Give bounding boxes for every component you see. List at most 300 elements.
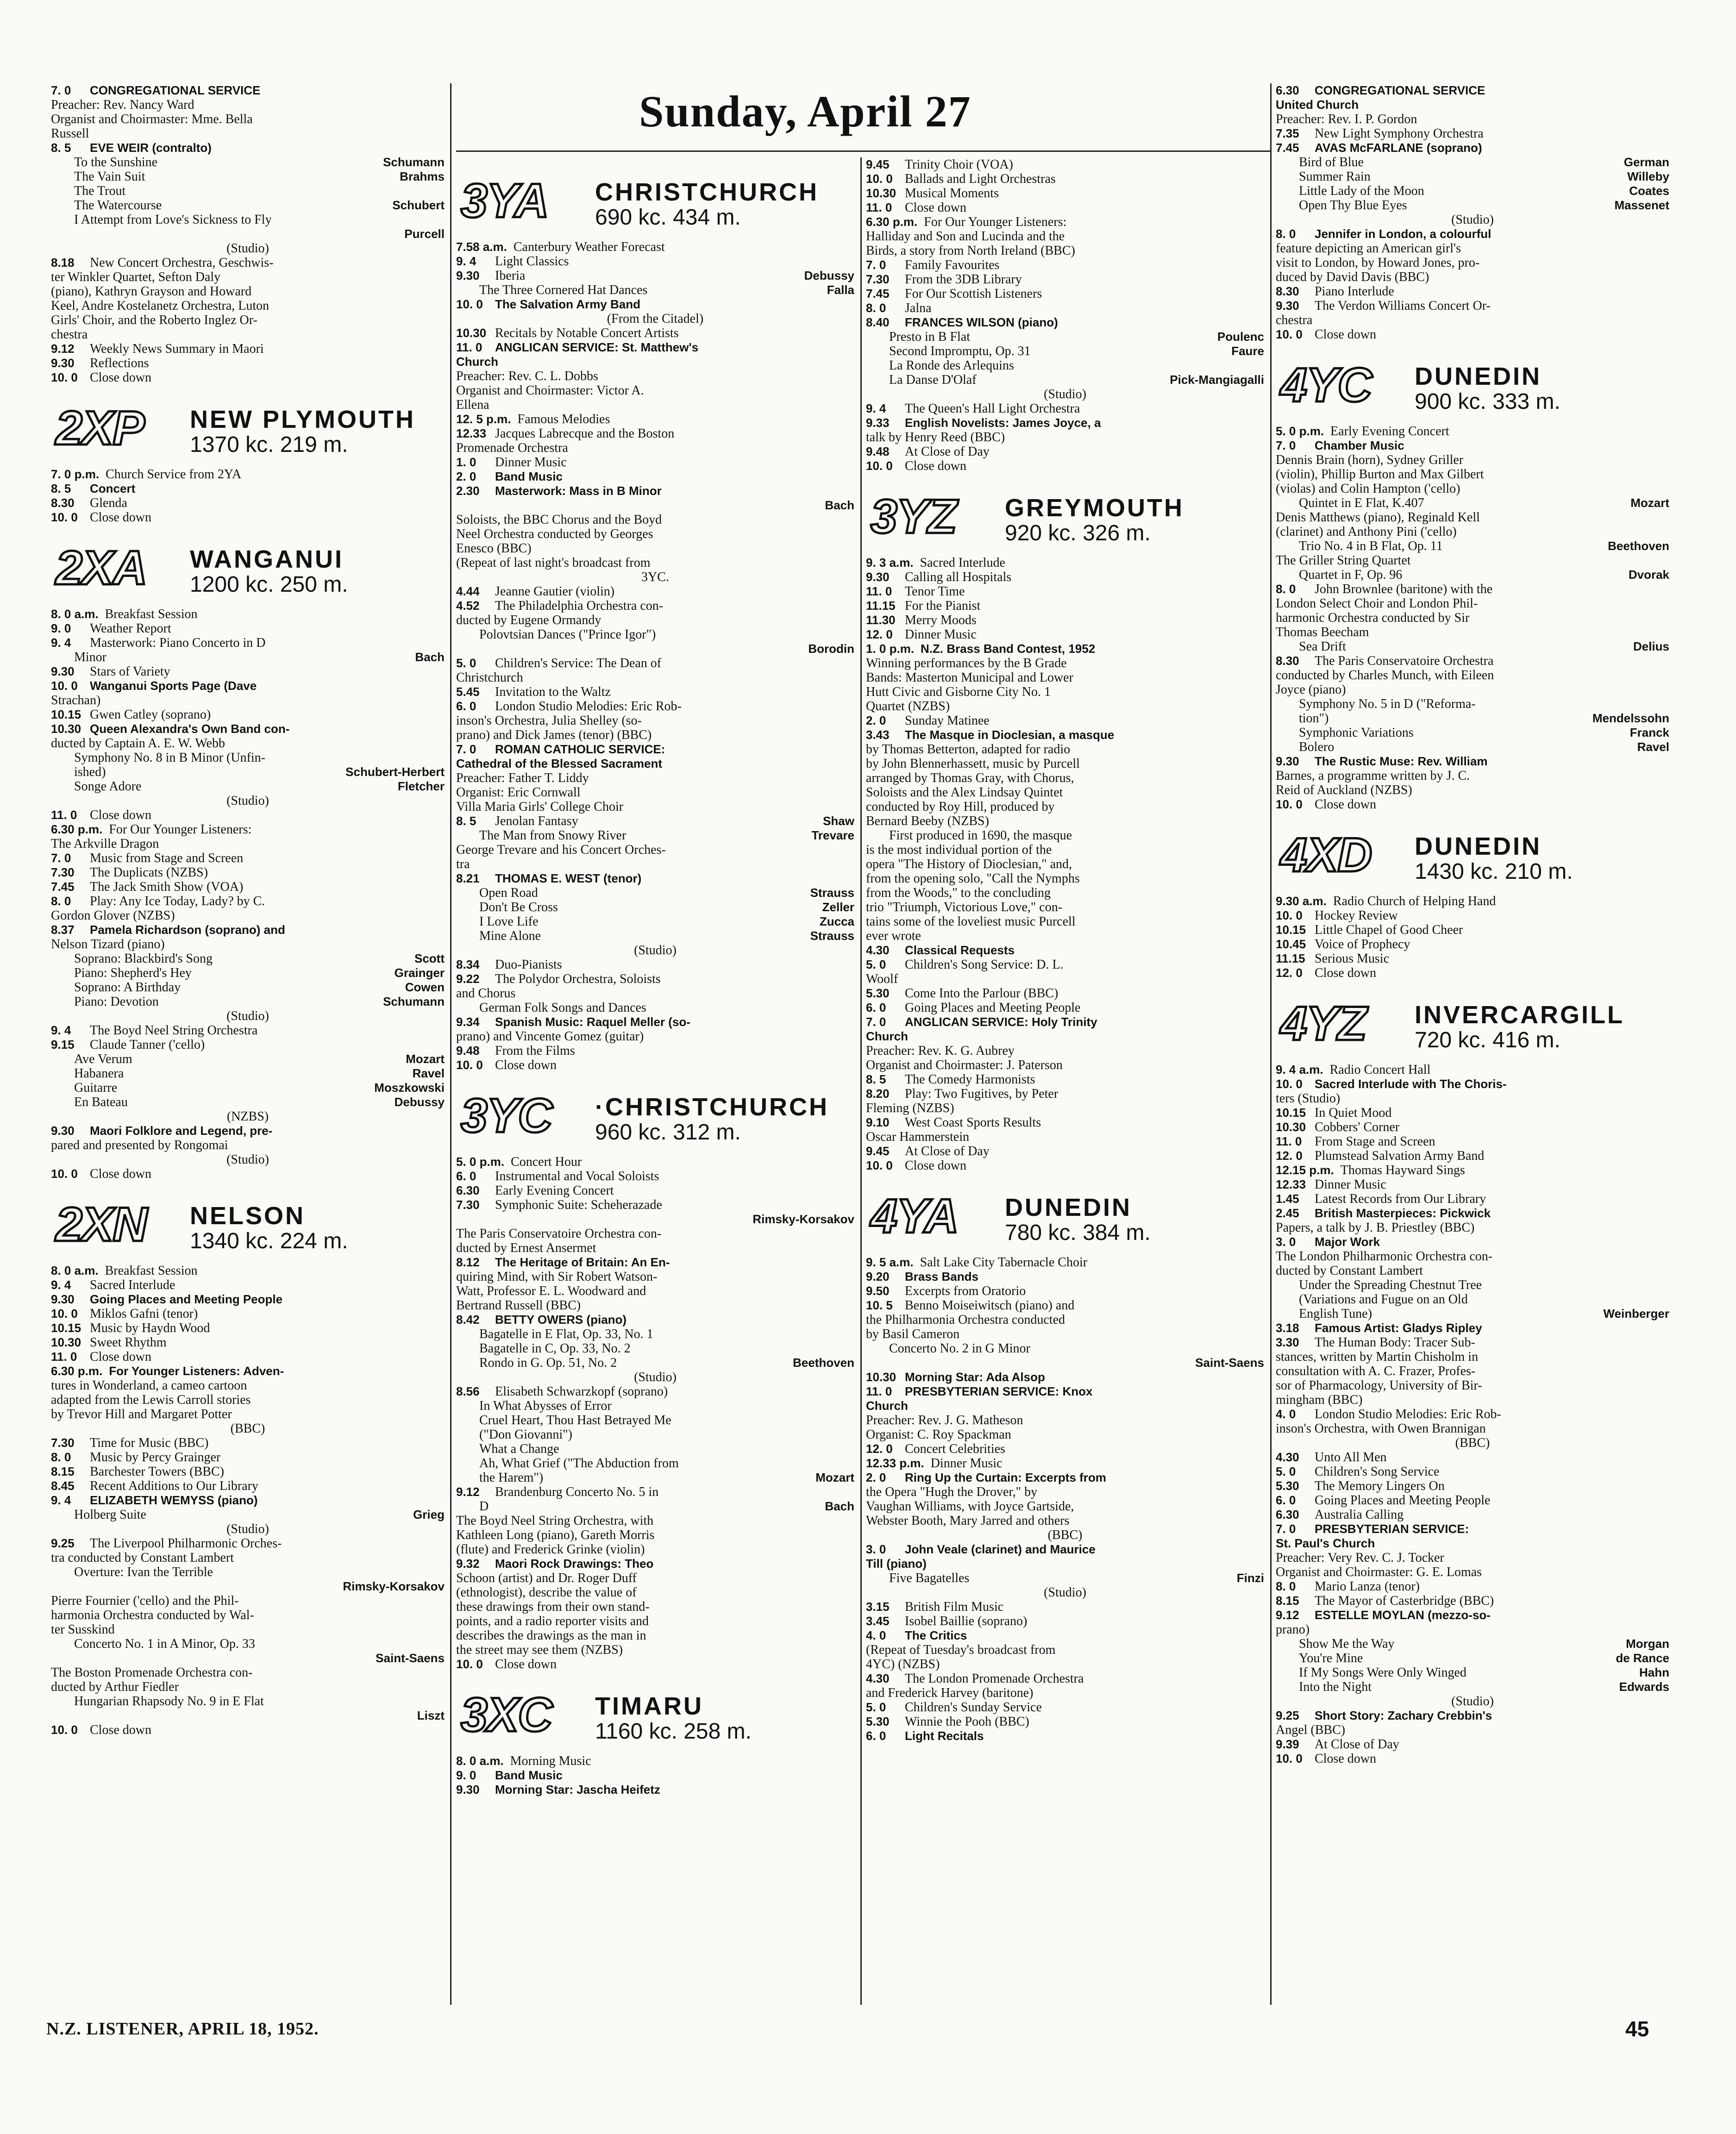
programme-line xyxy=(51,313,445,327)
programme-line xyxy=(456,1542,854,1557)
programme-line xyxy=(1276,327,1669,342)
programme-text: by John Blennerhassett, music by Purcell xyxy=(866,757,1080,771)
programme-time: 8. 0 xyxy=(1276,1579,1296,1593)
programme-text: Rondo in G. Op. 51, No. 2 xyxy=(479,1356,617,1370)
composer-name: Moszkowski xyxy=(374,1081,445,1095)
programme-line xyxy=(456,843,854,857)
page-title: Sunday, April 27 xyxy=(639,87,971,136)
programme-time: 9.30 xyxy=(51,664,75,678)
programme-line xyxy=(866,1600,1264,1614)
programme-time: 7. 0 xyxy=(1276,1522,1296,1536)
composer-name: Beethoven xyxy=(793,1356,854,1370)
programme-line xyxy=(1276,639,1669,654)
programme-line xyxy=(866,1130,1264,1144)
programme-time: 10.15 xyxy=(51,707,81,721)
programme-time: 9.30 xyxy=(1276,754,1299,768)
programme-line xyxy=(866,1456,1264,1471)
composer-name: Rimsky-Korsakov xyxy=(343,1579,445,1593)
programme-text: prano) and Vincente Gomez (guitar) xyxy=(456,1029,644,1044)
programme-text: Famous Melodies xyxy=(517,412,610,426)
programme-line xyxy=(51,356,445,370)
programme-text: (Studio) xyxy=(226,241,269,256)
programme-text: Queen Alexandra's Own Band con- xyxy=(90,722,290,736)
programme-text: ter Susskind xyxy=(51,1622,115,1637)
programme-text: is the most individual portion of the xyxy=(866,843,1052,857)
station-callsign-logo: 2XN xyxy=(56,1198,147,1252)
programme-text: Dinner Music xyxy=(495,455,567,469)
programme-text: The Mayor of Casterbridge (BBC) xyxy=(1315,1594,1494,1608)
programme-line xyxy=(1276,1106,1669,1120)
programme-time: 10.30 xyxy=(456,326,487,340)
programme-time: 10. 0 xyxy=(51,510,78,524)
programme-text: What a Change xyxy=(479,1442,559,1456)
programme-time: 12. 0 xyxy=(866,627,893,641)
programme-line xyxy=(51,1651,445,1665)
programme-line xyxy=(456,498,854,513)
programme-text: inson's Orchestra, with Owen Brannigan xyxy=(1276,1421,1486,1436)
programme-text: Cobbers' Corner xyxy=(1315,1120,1400,1134)
programme-text: Jennifer in London, a colourful xyxy=(1315,227,1492,241)
programme-text: Children's Song Service: D. L. xyxy=(905,957,1064,972)
station-callsign-logo: 2XP xyxy=(56,401,144,455)
programme-text: Musical Moments xyxy=(905,186,999,200)
programme-text: Cruel Heart, Thou Hast Betrayed Me xyxy=(479,1413,671,1427)
column-2 xyxy=(456,157,854,1797)
composer-name: Liszt xyxy=(417,1708,445,1722)
programme-line xyxy=(51,126,445,141)
composer-name: Zucca xyxy=(819,914,854,928)
programme-line xyxy=(1276,1264,1669,1278)
programme-line xyxy=(866,785,1264,800)
composer-name: Borodin xyxy=(808,642,854,656)
programme-line xyxy=(1276,198,1669,213)
programme-text: Quartet in F, Op. 96 xyxy=(1299,568,1403,582)
programme-line xyxy=(866,387,1264,401)
programme-text: Preacher: Rev. J. G. Matheson xyxy=(866,1413,1023,1427)
programme-text: The Salvation Army Band xyxy=(495,297,640,311)
programme-line xyxy=(51,1278,445,1292)
composer-name: Schubert xyxy=(392,198,445,212)
programme-text: From the Films xyxy=(495,1044,575,1058)
programme-text: Sacred Interlude xyxy=(920,556,1005,570)
programme-time: 9.10 xyxy=(866,1115,890,1129)
programme-time: 7. 0 xyxy=(866,1015,886,1029)
programme-time: 10.15 xyxy=(51,1321,81,1335)
programme-time: 2.30 xyxy=(456,484,480,498)
programme-text: stances, written by Martin Chisholm in xyxy=(1276,1350,1479,1364)
programme-text: Plumstead Salvation Army Band xyxy=(1315,1149,1485,1163)
programme-text: Piano Interlude xyxy=(1315,284,1394,299)
composer-name: Strauss xyxy=(810,929,854,943)
programme-line xyxy=(456,254,854,269)
programme-line xyxy=(866,1657,1264,1671)
programme-text: chestra xyxy=(51,327,88,342)
programme-text: Major Work xyxy=(1315,1235,1380,1249)
programme-line xyxy=(51,837,445,851)
programme-line xyxy=(51,482,445,496)
programme-text: Bird of Blue xyxy=(1299,155,1364,169)
programme-time: 9.15 xyxy=(51,1038,75,1051)
programme-line xyxy=(1276,1651,1669,1665)
programme-line xyxy=(866,430,1264,444)
programme-line xyxy=(866,272,1264,287)
programme-text: I Love Life xyxy=(479,914,539,929)
programme-text: 4YC) (NZBS) xyxy=(866,1657,940,1671)
programme-line xyxy=(866,444,1264,459)
programme-time: 9.30 xyxy=(456,1783,480,1796)
programme-line xyxy=(51,865,445,880)
programme-line xyxy=(456,283,854,297)
programme-time: 11. 0 xyxy=(51,808,77,822)
composer-name: Ravel xyxy=(1637,740,1669,754)
programme-text: ESTELLE MOYLAN (mezzo-so- xyxy=(1315,1608,1491,1622)
programme-text: Weather Report xyxy=(90,621,171,636)
programme-line xyxy=(456,240,854,254)
programme-time: 3.18 xyxy=(1276,1321,1299,1335)
programme-text: Preacher: Father T. Liddy xyxy=(456,771,589,785)
programme-line xyxy=(1276,256,1669,270)
programme-text: tion") xyxy=(1299,711,1329,726)
programme-line xyxy=(456,1298,854,1313)
programme-time: 8. 0 xyxy=(1276,227,1296,241)
station-callsign-logo: 4XD xyxy=(1280,828,1372,882)
programme-time: 9. 4 a.m. xyxy=(1276,1063,1323,1076)
programme-time: 3. 0 xyxy=(866,1542,886,1556)
programme-text: Neel Orchestra conducted by Georges xyxy=(456,527,653,541)
programme-time: 10. 0 xyxy=(456,297,483,311)
programme-text: At Close of Day xyxy=(905,1144,990,1158)
programme-text: EVE WEIR (contralto) xyxy=(90,141,212,155)
programme-time: 7. 0 xyxy=(1276,438,1296,452)
programme-line xyxy=(1276,1637,1669,1651)
programme-time: 12. 0 xyxy=(1276,966,1303,980)
programme-time: 6.30 p.m. xyxy=(51,1364,103,1378)
programme-line xyxy=(51,822,445,837)
programme-text: and Chorus xyxy=(456,986,516,1001)
programme-text: First produced in 1690, the masque xyxy=(889,828,1072,843)
programme-time: 9.39 xyxy=(1276,1737,1299,1751)
programme-line xyxy=(456,1029,854,1044)
programme-line xyxy=(51,880,445,894)
programme-line xyxy=(866,1327,1264,1341)
programme-text: harmonia Orchestra conducted by Wal- xyxy=(51,1608,254,1622)
composer-name: Mendelssohn xyxy=(1592,711,1669,725)
programme-time: 8. 0 xyxy=(51,1450,71,1464)
programme-text: THOMAS E. WEST (tenor) xyxy=(495,871,642,885)
programme-line xyxy=(866,642,1264,656)
programme-line xyxy=(1276,1149,1669,1163)
programme-line xyxy=(866,670,1264,685)
programme-text: Strachan) xyxy=(51,693,101,707)
programme-text: (NZBS) xyxy=(226,1109,269,1124)
programme-line xyxy=(51,951,445,966)
programme-time: 11. 0 xyxy=(456,340,483,354)
station-header xyxy=(51,543,445,598)
programme-line xyxy=(1276,1378,1669,1393)
programme-line xyxy=(1276,611,1669,625)
programme-text: Close down xyxy=(90,510,151,525)
programme-line xyxy=(456,1044,854,1058)
programme-text: New Light Symphony Orchestra xyxy=(1315,126,1484,141)
programme-line xyxy=(456,1427,854,1442)
programme-time: 9. 4 xyxy=(866,401,886,415)
column-1 xyxy=(51,83,445,1737)
programme-line xyxy=(51,636,445,650)
programme-time: 1. 0 xyxy=(456,455,476,469)
programme-line xyxy=(456,1341,854,1356)
programme-time: 7.45 xyxy=(1276,141,1299,155)
programme-text: AVAS McFARLANE (soprano) xyxy=(1315,141,1482,155)
programme-text: Salt Lake City Tabernacle Choir xyxy=(920,1255,1088,1270)
programme-line xyxy=(1276,1120,1669,1134)
programme-text: Enesco (BBC) xyxy=(456,541,532,556)
programme-line xyxy=(456,1183,854,1198)
programme-time: 9. 4 xyxy=(51,1493,71,1507)
programme-text: Overture: Ivan the Terrible xyxy=(74,1565,213,1579)
programme-text: Holberg Suite xyxy=(74,1508,146,1522)
programme-text: (Studio) xyxy=(226,794,269,808)
programme-time: 8.42 xyxy=(456,1313,480,1327)
programme-time: 7.30 xyxy=(51,1436,75,1450)
programme-line xyxy=(456,1442,854,1456)
programme-text: Pierre Fournier ('cello) and the Phil- xyxy=(51,1594,239,1608)
programme-line xyxy=(51,751,445,765)
programme-line xyxy=(866,1370,1264,1384)
programme-line xyxy=(866,1399,1264,1413)
programme-line xyxy=(866,373,1264,387)
programme-line xyxy=(866,416,1264,430)
programme-text: Claude Tanner ('cello) xyxy=(90,1038,205,1052)
programme-line xyxy=(1276,112,1669,126)
composer-name: Massenet xyxy=(1614,198,1669,212)
programme-line xyxy=(51,995,445,1009)
programme-time: 8.34 xyxy=(456,957,480,971)
programme-line xyxy=(51,1292,445,1307)
programme-line xyxy=(866,1072,1264,1087)
programme-line xyxy=(51,1335,445,1350)
programme-time: 11. 0 xyxy=(51,1350,77,1364)
composer-name: Falla xyxy=(827,283,854,297)
programme-line xyxy=(51,779,445,794)
programme-text: Symphony No. 8 in B Minor (Unfin- xyxy=(74,751,265,765)
composer-name: German xyxy=(1623,155,1669,169)
composer-name: Edwards xyxy=(1619,1680,1669,1694)
programme-text: (BBC) xyxy=(1455,1436,1490,1450)
programme-time: 8.37 xyxy=(51,923,75,937)
programme-time: 6. 0 xyxy=(456,1169,476,1183)
programme-text: Close down xyxy=(90,808,151,822)
programme-text: Close down xyxy=(905,1158,966,1173)
programme-time: 9.30 a.m. xyxy=(1276,894,1327,908)
programme-time: 9.12 xyxy=(456,1485,480,1499)
programme-text: Ellena xyxy=(456,398,489,412)
programme-line xyxy=(866,1686,1264,1700)
programme-time: 9. 4 xyxy=(51,1023,71,1037)
programme-line xyxy=(1276,510,1669,525)
programme-line xyxy=(51,198,445,213)
programme-text: Watt, Professor E. L. Woodward and xyxy=(456,1284,646,1298)
programme-time: 5.30 xyxy=(866,1715,890,1728)
programme-time: 8. 0 a.m. xyxy=(51,607,99,621)
programme-text: ducted by Ernest Ansermet xyxy=(456,1241,596,1255)
station-callsign-logo: 4YA xyxy=(871,1189,958,1243)
programme-text: Promenade Orchestra xyxy=(456,441,568,455)
programme-text: Five Bagatelles xyxy=(889,1571,970,1585)
programme-line xyxy=(51,923,445,937)
programme-text: Music by Percy Grainger xyxy=(90,1450,221,1464)
programme-line xyxy=(866,972,1264,986)
programme-text: Cathedral of the Blessed Sacrament xyxy=(456,757,663,770)
programme-line xyxy=(1276,682,1669,697)
programme-line xyxy=(51,1622,445,1637)
programme-line xyxy=(51,1109,445,1124)
programme-line xyxy=(1276,482,1669,496)
programme-line xyxy=(51,241,445,256)
programme-text: Radio Concert Hall xyxy=(1329,1063,1431,1077)
programme-text: Close down xyxy=(90,1350,151,1364)
programme-time: 10. 0 xyxy=(1276,1077,1303,1091)
programme-line xyxy=(1276,1493,1669,1508)
programme-line xyxy=(866,315,1264,330)
programme-line xyxy=(51,980,445,995)
programme-text: Preacher: Very Rev. C. J. Tocker xyxy=(1276,1551,1444,1565)
programme-line xyxy=(866,1284,1264,1298)
programme-text: Family Favourites xyxy=(905,258,1000,272)
programme-text: Soprano: Blackbird's Song xyxy=(74,951,213,966)
station-header xyxy=(456,1690,854,1745)
programme-text: Denis Matthews (piano), Reginald Kell xyxy=(1276,510,1480,525)
programme-text: 3YC. xyxy=(641,570,669,584)
programme-line xyxy=(456,914,854,929)
programme-line xyxy=(1276,1177,1669,1192)
programme-line xyxy=(456,1456,854,1471)
programme-line xyxy=(456,1255,854,1270)
programme-text: Keel, Andre Kostelanetz Orchestra, Luton xyxy=(51,299,269,313)
composer-name: Beethoven xyxy=(1608,539,1669,553)
programme-line xyxy=(1276,951,1669,966)
programme-text: The Three Cornered Hat Dances xyxy=(479,283,648,297)
programme-line xyxy=(456,297,854,312)
programme-line xyxy=(1276,1608,1669,1622)
programme-line xyxy=(866,986,1264,1001)
station-frequency: 900 kc. 333 m. xyxy=(1415,389,1561,414)
programme-text: (Studio) xyxy=(226,1009,269,1023)
programme-text: Morning Music xyxy=(510,1754,591,1768)
programme-line xyxy=(866,1427,1264,1442)
programme-text: Thomas Hayward Sings xyxy=(1340,1163,1465,1177)
programme-time: 5. 0 xyxy=(1276,1464,1296,1478)
programme-text: Organist and Choirmaster: G. E. Lomas xyxy=(1276,1565,1482,1579)
programme-text: At Close of Day xyxy=(1315,1737,1399,1752)
programme-time: 9.48 xyxy=(456,1044,480,1058)
programme-line xyxy=(1276,1680,1669,1694)
programme-time: 11.15 xyxy=(1276,951,1305,965)
programme-text: Benno Moiseiwitsch (piano) and xyxy=(905,1298,1075,1313)
programme-text: Light Recitals xyxy=(905,1729,984,1743)
programme-text: Close down xyxy=(1315,327,1376,342)
programme-text: Hockey Review xyxy=(1315,908,1398,923)
programme-time: 3.15 xyxy=(866,1600,890,1614)
programme-line xyxy=(51,496,445,510)
programme-time: 8. 0 a.m. xyxy=(456,1754,504,1768)
programme-line xyxy=(51,227,445,241)
programme-line xyxy=(456,1241,854,1255)
programme-line xyxy=(51,679,445,693)
programme-line xyxy=(456,742,854,757)
programme-time: 9.45 xyxy=(866,157,890,171)
programme-line xyxy=(866,358,1264,373)
programme-text: London Studio Melodies: Eric Rob- xyxy=(495,699,682,713)
programme-line xyxy=(866,570,1264,584)
programme-time: 4.30 xyxy=(866,1671,890,1685)
programme-line xyxy=(1276,568,1669,582)
programme-text: Stars of Variety xyxy=(90,664,170,679)
programme-time: 6.30 p.m. xyxy=(866,215,918,229)
programme-line xyxy=(1276,797,1669,812)
programme-line xyxy=(1276,525,1669,539)
programme-line xyxy=(51,1124,445,1138)
station-callsign-logo: 3YZ xyxy=(871,490,956,544)
programme-line xyxy=(866,1585,1264,1600)
programme-line xyxy=(456,398,854,412)
programme-time: 8.30 xyxy=(51,496,75,510)
programme-line xyxy=(866,1628,1264,1643)
programme-line xyxy=(866,656,1264,670)
programme-text: Little Chapel of Good Cheer xyxy=(1315,923,1463,937)
composer-name: Cowen xyxy=(405,980,445,994)
programme-text: pared and presented by Rongomai xyxy=(51,1138,228,1152)
programme-line xyxy=(51,169,445,184)
programme-time: 9. 0 xyxy=(456,1768,476,1782)
programme-time: 8.20 xyxy=(866,1087,890,1101)
column-rule xyxy=(860,157,862,2005)
programme-text: tures in Wonderland, a cameo cartoon xyxy=(51,1378,247,1393)
programme-time: 10. 0 xyxy=(1276,797,1303,811)
composer-name: Poulenc xyxy=(1217,330,1264,344)
programme-line xyxy=(456,986,854,1001)
programme-text: From the 3DB Library xyxy=(905,272,1022,287)
programme-line xyxy=(1276,1307,1669,1321)
programme-line xyxy=(51,1421,445,1436)
programme-text: Maori Folklore and Legend, pre- xyxy=(90,1124,273,1138)
programme-text: Morning Star: Jascha Heifetz xyxy=(495,1783,660,1796)
programme-line xyxy=(1276,1464,1669,1479)
programme-line xyxy=(456,412,854,426)
programme-line xyxy=(866,1029,1264,1044)
programme-time: 4.52 xyxy=(456,599,480,613)
station-header xyxy=(1276,360,1669,415)
programme-text: sor of Pharmacology, University of Bir- xyxy=(1276,1378,1482,1393)
programme-text: Bands: Masterton Municipal and Lower xyxy=(866,670,1073,685)
programme-line xyxy=(866,1413,1264,1427)
programme-time: 7.30 xyxy=(456,1198,480,1212)
programme-time: 6. 0 xyxy=(456,699,476,713)
programme-line xyxy=(866,401,1264,416)
programme-text: the Philharmonia Orchestra conducted xyxy=(866,1313,1065,1327)
programme-line xyxy=(866,1715,1264,1729)
programme-line xyxy=(456,527,854,541)
programme-time: 8.45 xyxy=(51,1479,75,1493)
programme-text: Winning performances by the B Grade xyxy=(866,656,1067,670)
programme-line xyxy=(456,1485,854,1499)
programme-time: 9.20 xyxy=(866,1270,890,1283)
programme-line xyxy=(1276,937,1669,951)
programme-text: Dinner Music xyxy=(905,627,977,642)
programme-text: Russell xyxy=(51,126,89,141)
programme-time: 9. 0 xyxy=(51,621,71,635)
programme-line xyxy=(866,1001,1264,1015)
programme-line xyxy=(1276,1249,1669,1264)
